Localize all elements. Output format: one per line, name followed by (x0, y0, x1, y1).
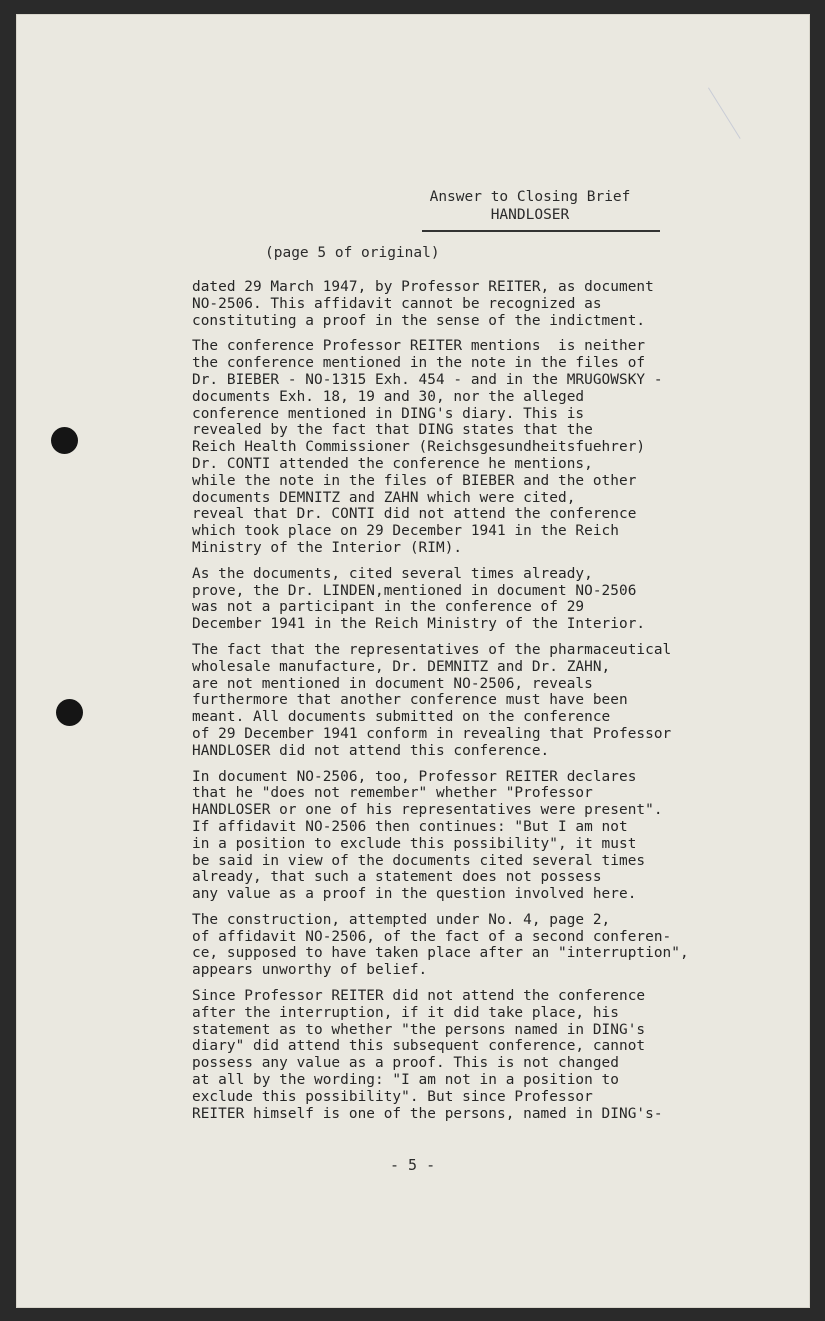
text-line: reveal that Dr. CONTI did not attend the conference (192, 506, 637, 523)
page-number: - 5 - (390, 1156, 436, 1174)
text-line: Reich Health Commissioner (Reichsgesundheitsfuehrer) (192, 439, 646, 456)
text-line: the conference mentioned in the note in the files of (192, 355, 646, 372)
text-line: If affidavit NO-2506 then continues: "But I am not (192, 818, 628, 835)
text-line: Ministry of the Interior (RIM). (192, 539, 463, 556)
header-title: Answer to Closing Brief (429, 189, 631, 205)
text-line: REITER himself is one of the persons, named in DING's- (192, 1105, 663, 1122)
text-line: conference mentioned in DING's diary. This is (192, 405, 585, 422)
text-line: furthermore that another conference must have been (192, 692, 628, 709)
body-text (192, 279, 792, 1131)
text-line: of affidavit NO-2506, of the fact of a second conferen- (192, 928, 672, 945)
text-line: after the interruption, if it did take place, his (192, 1004, 619, 1021)
text-line: appears unworthy of belief. (192, 962, 428, 979)
paragraph-5 (192, 769, 792, 903)
text-line: of 29 December 1941 conform in revealing that Professor (192, 725, 672, 742)
text-line: exclude this possibility". But since Professor (192, 1088, 593, 1105)
text-line: revealed by the fact that DING states that the (192, 422, 593, 439)
text-line: which took place on 29 December 1941 in the Reich (192, 523, 619, 540)
header-rule (422, 230, 660, 232)
text-line: In document NO-2506, too, Professor REITER declares (192, 768, 637, 785)
paragraph-4 (192, 642, 792, 760)
text-line: HANDLOSER or one of his representatives were present". (192, 802, 663, 819)
paragraph-3 (192, 566, 792, 633)
text-line: possess any value as a proof. This is not changed (192, 1055, 619, 1072)
text-line: Dr. CONTI attended the conference he mentions, (192, 455, 593, 472)
punch-hole-bottom (56, 699, 83, 726)
original-page-note: (page 5 of original) (265, 245, 440, 261)
paragraph-2 (192, 338, 792, 556)
text-line: meant. All documents submitted on the conference (192, 709, 611, 726)
text-line: was not a participant in the conference of 29 (192, 599, 585, 616)
paragraph-1 (192, 279, 792, 329)
text-line: in a position to exclude this possibility", it must (192, 835, 637, 852)
text-line: Dr. BIEBER - NO-1315 Exh. 454 - and in the MRUGOWSKY - (192, 371, 663, 388)
text-line: be said in view of the documents cited several times (192, 852, 646, 869)
punch-hole-top (51, 427, 78, 454)
text-line: As the documents, cited several times already, (192, 565, 593, 582)
text-line: already, that such a statement does not possess (192, 869, 602, 886)
text-line: documents DEMNITZ and ZAHN which were cited, (192, 489, 576, 506)
text-line: constituting a proof in the sense of the indictment. (192, 312, 646, 329)
text-line: documents Exh. 18, 19 and 30, nor the alleged (192, 388, 585, 405)
text-line: The conference Professor REITER mentions is neither (192, 338, 646, 355)
paragraph-6 (192, 912, 792, 979)
text-line: HANDLOSER did not attend this conference. (192, 742, 550, 759)
text-line: ce, supposed to have taken place after an "interruption", (192, 945, 689, 962)
document-header (380, 188, 680, 224)
text-line: that he "does not remember" whether "Professor (192, 785, 593, 802)
text-line: The construction, attempted under No. 4, page 2, (192, 911, 611, 928)
text-line: Since Professor REITER did not attend the conference (192, 988, 646, 1005)
text-line: are not mentioned in document NO-2506, reveals (192, 675, 593, 692)
text-line: prove, the Dr. LINDEN,mentioned in document NO-2506 (192, 582, 637, 599)
text-line: at all by the wording: "I am not in a position to (192, 1072, 619, 1089)
text-line: any value as a proof in the question involved here. (192, 886, 637, 903)
header-subject: HANDLOSER (490, 207, 570, 223)
text-line: dated 29 March 1947, by Professor REITER, as document (192, 279, 654, 295)
text-line: December 1941 in the Reich Ministry of the Interior. (192, 616, 646, 633)
text-line: diary" did attend this subsequent conference, cannot (192, 1038, 646, 1055)
text-line: while the note in the files of BIEBER and the other (192, 472, 637, 489)
text-line: The fact that the representatives of the pharmaceutical (192, 641, 672, 658)
text-line: NO-2506. This affidavit cannot be recognized as (192, 295, 602, 312)
paragraph-7 (192, 988, 792, 1122)
text-line: statement as to whether "the persons named in DING's (192, 1021, 646, 1038)
text-line: wholesale manufacture, Dr. DEMNITZ and Dr. ZAHN, (192, 658, 611, 675)
